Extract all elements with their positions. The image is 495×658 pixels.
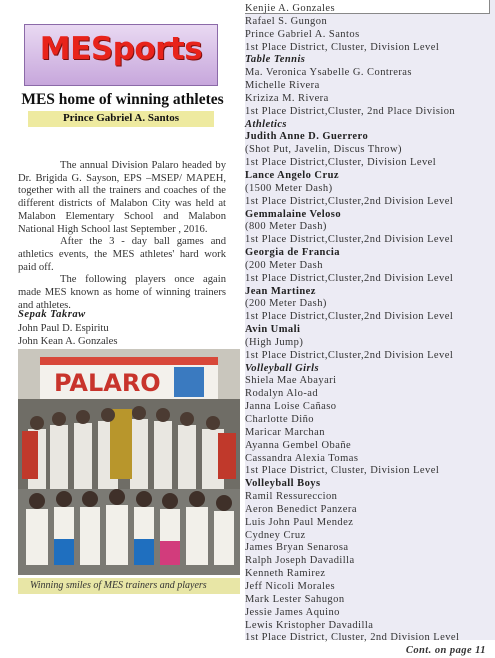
result-line: Maricar Marchan [245,426,325,438]
athlete-name: Georgia de Francia [245,247,340,259]
article-paragraph: The following players once again made MES known as home of winning trainers and athletes. [18,274,226,311]
continued-row [245,645,490,658]
article-paragraph: The annual Division Palaro headed by Dr. Brigida G. Sayson, EPS –MSEP/ MAPEH, together with all the trainers and coaches of the different districts of Malabon City was held at Malabon Elementary School and Malabon National High School last September , 2016. [18,160,226,235]
result-line: 1st Place District,Cluster, Division Level [245,157,437,169]
result-line: Jeff Nicoli Morales [245,580,336,592]
article-paragraph: After the 3 - day ball games and athletics events, the MES athletes' hard work paid off. [18,236,226,273]
photo-caption-bar [18,578,240,594]
photo-caption: Winning smiles of MES trainers and players [30,580,207,591]
result-line: (800 Meter Dash) [245,221,327,233]
team-photo [18,349,240,575]
result-line: (200 Meter Dash) [245,298,327,310]
result-line: Aeron Benedict Panzera [245,503,357,515]
athlete-name: Gemmalaine Veloso [245,208,342,220]
result-line: Prince Gabriel A. Santos [245,28,360,40]
result-line: Lewis Kristopher Davadilla [245,619,374,631]
result-line: James Bryan Senarosa [245,542,349,554]
article-headline: MES home of winning athletes [21,91,224,108]
masthead-title: MESports [39,31,203,67]
result-line: Shiela Mae Abayari [245,375,337,387]
result-line: Ma. Veronica Ysabelle G. Contreras [245,67,412,79]
section-heading-sepak-takraw: Sepak Takraw [18,309,86,320]
result-line: (200 Meter Dash [245,259,323,271]
article-body [18,160,226,312]
athlete-name: Jean Martinez [245,285,316,297]
result-line: 1st Place District,Cluster,2nd Division Level [245,349,454,361]
athlete-name: Avin Umali [245,324,301,336]
result-line: Luis John Paul Mendez [245,516,354,528]
sepak-takraw-names [18,323,117,348]
result-line: Rodalyn Alo-ad [245,388,319,400]
result-line: 1st Place District,Cluster,2nd Division Level [245,272,454,284]
section-heading: Athletics [245,118,287,130]
article-byline: Prince Gabriel A. Santos [62,112,180,124]
result-line: Kenneth Ramirez [245,568,326,580]
result-line: Ramil Ressureccion [245,491,338,503]
athlete-name: Lance Angelo Cruz [245,169,339,181]
continued-note: Cont. on page 11 [405,645,486,657]
result-line: (High Jump) [245,336,304,348]
result-line: Michelle Rivera [245,80,320,92]
result-line: (1500 Meter Dash) [245,182,333,194]
masthead-box [24,24,218,86]
left-column [0,0,245,640]
section-heading: Volleyball Girls [245,362,319,374]
result-line: Janna Loise Cañaso [245,401,337,413]
section-heading: Table Tennis [245,54,306,66]
result-line: Jessie James Aquino [245,606,340,618]
result-line: Charlotte Diño [245,414,314,425]
section-heading: Volleyball Boys [245,478,321,490]
result-line: 1st Place District, Cluster, Division Level [245,41,440,53]
result-line: Cassandra Alexia Tomas [245,452,359,464]
result-line: 1st Place District,Cluster,2nd Division Level [245,234,454,246]
player-name: John Kean A. Gonzales [18,335,118,347]
result-line: 1st Place District,Cluster,2nd Division Level [245,195,454,207]
player-name: John Paul D. Espiritu [18,323,109,334]
result-line: Cydney Cruz [245,529,306,541]
athlete-name: Judith Anne D. Guerrero [245,131,369,143]
result-line: Ayanna Gembel Obañe [245,439,352,451]
result-line: Kriziza M. Rivera [245,92,329,104]
result-line: Mark Lester Sahugon [245,593,345,605]
result-line: 1st Place District, Cluster, Division Level [245,465,440,477]
result-line: 1st Place District,Cluster,2nd Division Level [245,311,454,323]
result-line: 1st Place District, Cluster, 2nd Division Level [245,632,460,644]
result-line: Rafael S. Gungon [245,15,328,27]
result-line: Kenjie A. Gonzales [245,3,336,14]
results-list [245,3,490,658]
photo-banner-text: PALARO [54,369,161,397]
result-line: Ralph Joseph Davadilla [245,555,355,567]
result-line: 1st Place District,Cluster, 2nd Place Division [245,105,456,117]
result-line: (Shot Put, Javelin, Discus Throw) [245,144,402,156]
